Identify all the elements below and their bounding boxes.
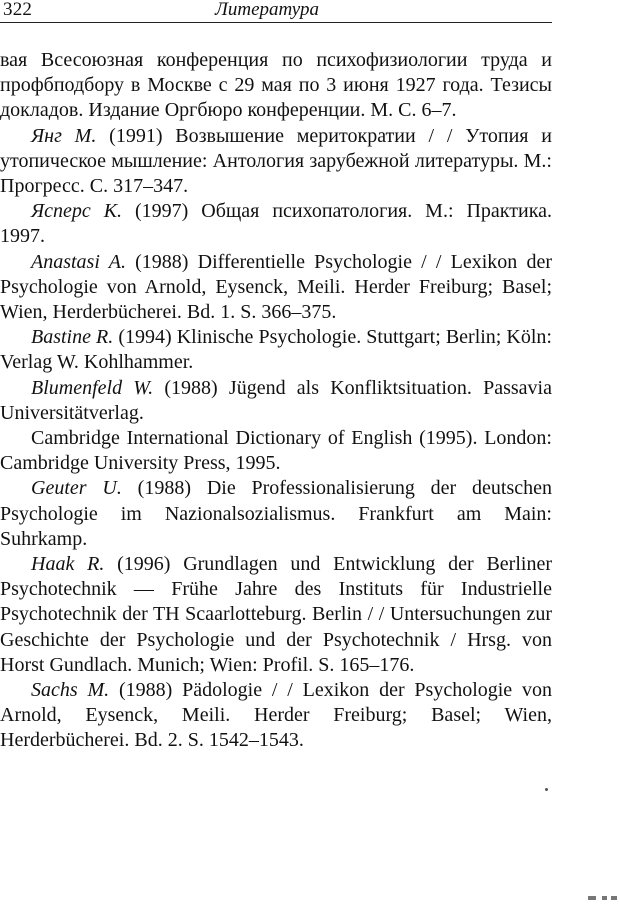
bibliography-entry (0, 476, 552, 552)
entry-author: Bastine R. (31, 326, 114, 349)
scan-speck (588, 896, 596, 900)
bibliography-entry (0, 678, 552, 754)
bibliography-entry (0, 325, 552, 375)
bibliography-entry (0, 376, 552, 426)
entry-text: Cambridge International Dictionary of English (1995). London: Cambridge University Press, 1995. (0, 427, 552, 475)
entry-author: Sachs M. (31, 679, 110, 702)
entry-text: (1988) Differentielle Psychologie / / Lexikon der Psychologie von Arnold, Eysenck, Meili. Herder Freiburg; Basel; Wien, Herderbücherei. Bd. 1. S. 366–375. (0, 250, 552, 324)
entry-text: (1996) Grundlagen und Entwicklung der Berliner Psychotechnik — Frühe Jahre des Instituts für Industrielle Psychotechnik der TH Scaarlotteburg. Berlin / / Untersuchungen zur Geschichte der Psychologie und der Psychotechnik / Hrsg. von Horst Gundlach. Munich; Wien: Profil. S. 165–176. (0, 553, 552, 676)
bibliography-entry (0, 250, 552, 326)
bibliography-entry (0, 124, 552, 200)
entry-author: Ясперс К. (31, 200, 123, 223)
bibliography-list (0, 48, 552, 754)
bibliography-entry (0, 199, 552, 249)
scan-specks (588, 896, 618, 902)
entry-text: (1991) Возвышение меритократии / / Утопия и утопическое мышление: Антология зарубежной литературы. М.: Прогресс. С. 317–347. (0, 124, 552, 198)
page-number: 322 (3, 0, 33, 20)
running-title: Литература (215, 0, 319, 20)
bibliography-entry (0, 48, 552, 124)
entry-author: Anastasi A. (31, 250, 126, 273)
entry-text: (1988) Jügend als Konfliktsituation. Passavia Universitätverlag. (0, 376, 552, 424)
bibliography-entry (0, 426, 552, 476)
page-header (0, 0, 552, 23)
entry-author: Geuter U. (31, 477, 122, 500)
scan-speck (602, 896, 607, 900)
entry-text: (1988) Pädologie / / Lexikon der Psychologie von Arnold, Eysenck, Meili. Herder Freiburg; Basel; Wien, Herderbücherei. Bd. 2. S. 1542–1543. (0, 679, 552, 752)
entry-author: Blumenfeld W. (31, 376, 154, 399)
entry-text: (1997) Общая психопатология. М.: Практика. 1997. (0, 200, 552, 248)
bibliography-entry (0, 552, 552, 678)
scan-speck (611, 896, 617, 900)
entry-text: вая Всесоюзная конференция по психофизиологии труда и профбподбору в Москве с 29 мая по 3 июня 1927 года. Тезисы докладов. Издание Оргбюро конференции. М. С. 6–7. (0, 49, 552, 122)
entry-text: (1988) Die Professionalisierung der deutschen Psychologie im Nazionalsozialismus. Frankfurt am Main: Suhrkamp. (0, 477, 553, 550)
scan-dot (545, 788, 548, 791)
entry-text: (1994) Klinische Psychologie. Stuttgart; Berlin; Köln: Verlag W. Kohlhammer. (0, 326, 552, 374)
entry-author: Янг М. (31, 124, 97, 147)
entry-author: Haak R. (31, 553, 105, 576)
